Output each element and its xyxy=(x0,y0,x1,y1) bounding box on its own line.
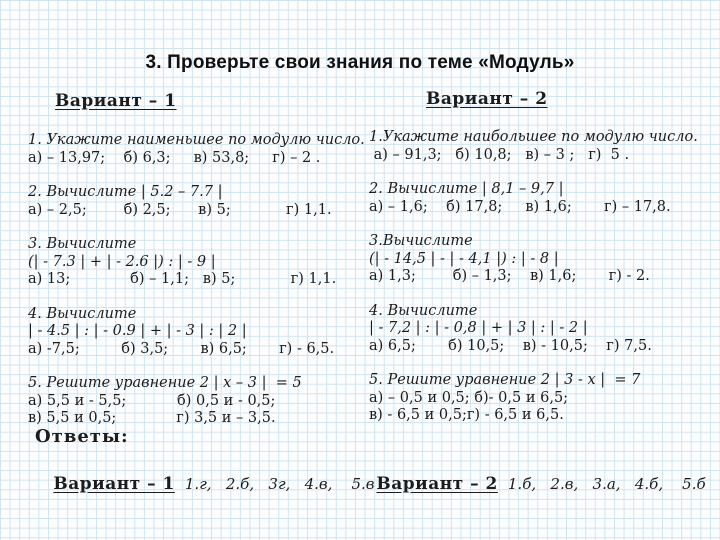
v1-problem-1-options: а) – 13,97; б) 6,3; в) 53,8; г) – 2 . xyxy=(28,149,321,166)
variant-1-answers-values: 1.г, 2.б, 3г, 4.в, 5.в xyxy=(184,475,375,493)
v2-problem-1-statement: 1.Укажите наибольшее по модулю число. xyxy=(369,129,698,145)
v2-problem-2 xyxy=(369,181,719,216)
v1-problem-1-statement: 1. Укажите наименьшее по модулю число. xyxy=(28,132,365,148)
v2-problem-3-options: а) 1,3; б) – 1,3; в) 1,6; г) - 2. xyxy=(369,268,650,284)
v2-problem-5-options-row1: а) – 0,5 и 0,5; б)- 0,5 и 6,5; xyxy=(369,389,569,406)
v2-problem-3-expression: (| - 14,5 | - | - 4,1 |) : | - 8 | xyxy=(369,250,559,267)
v1-problem-1 xyxy=(28,132,366,167)
v2-problem-3 xyxy=(369,233,719,286)
variant-2-answers-label: Вариант – 2 xyxy=(376,474,498,494)
v2-problem-4-statement: 4. Вычислите xyxy=(369,302,478,319)
variant-2-answers-values: 1.б, 2.в, 3.а, 4.б, 5.б xyxy=(507,475,706,493)
v1-problem-3-options: а) 13; б) – 1,1; в) 5; г) 1,1. xyxy=(28,271,337,287)
v2-problem-2-statement: 2. Вычислите | 8,1 – 9,7 | xyxy=(369,181,564,197)
variant-2-column xyxy=(369,129,719,442)
v2-problem-3-statement: 3.Вычислите xyxy=(369,233,473,249)
v1-problem-3-statement: 3. Вычислите xyxy=(28,236,137,252)
v2-problem-1-options: а) – 91,3; б) 10,8; в) – 3 ; г) 5 . xyxy=(369,146,630,163)
v1-problem-5-options-row1: а) 5,5 и - 5,5; б) 0,5 и - 0,5; xyxy=(28,392,276,409)
v2-problem-5-options-row2: в) - 6,5 и 0,5;г) - 6,5 и 6,5. xyxy=(369,407,564,423)
v1-problem-5-options-row2: в) 5,5 и 0,5; г) 3,5 и – 3,5. xyxy=(28,410,276,426)
v1-problem-4 xyxy=(28,306,366,359)
v1-problem-5-statement: 5. Решите уравнение 2 | x – 3 | = 5 xyxy=(28,375,302,391)
v1-problem-2 xyxy=(28,184,366,219)
v1-problem-3-expression: (| - 7.3 | + | - 2.6 |) : | - 9 | xyxy=(28,253,216,270)
slide-title: 3. Проверьте свои знания по теме «Модуль» xyxy=(145,52,575,73)
v1-problem-4-expression: | - 4.5 | : | - 0.9 | + | - 3 | : | 2 | xyxy=(28,323,247,339)
v1-problem-2-options: а) – 2,5; б) 2,5; в) 5; г) 1,1. xyxy=(28,201,332,218)
v2-problem-5 xyxy=(369,372,719,425)
v2-problem-2-options: а) – 1,6; б) 17,8; в) 1,6; г) – 17,8. xyxy=(369,198,671,215)
variant-1-header: Вариант – 1 xyxy=(55,91,177,111)
v2-problem-1 xyxy=(369,129,719,164)
v1-problem-3 xyxy=(28,236,366,289)
v1-problem-4-statement: 4. Вычислите xyxy=(28,305,137,322)
v1-problem-5 xyxy=(28,375,366,428)
v1-problem-4-options: а) -7,5; б) 3,5; в) 6,5; г) - 6,5. xyxy=(28,340,335,357)
variant-1-answers xyxy=(33,455,375,513)
v2-problem-4-expression: | - 7,2 | : | - 0,8 | + | 3 | : | - 2 | xyxy=(369,320,588,336)
v2-problem-4-options: а) 6,5; б) 10,5; в) - 10,5; г) 7,5. xyxy=(369,337,652,354)
v2-problem-4 xyxy=(369,303,719,356)
v1-problem-2-statement: 2. Вычислите | 5.2 – 7.7 | xyxy=(28,184,223,200)
variant-1-answers-label: Вариант – 1 xyxy=(53,474,175,494)
v2-problem-5-statement: 5. Решите уравнение 2 | 3 - x | = 7 xyxy=(369,372,641,388)
variant-2-header: Вариант – 2 xyxy=(426,89,548,109)
variant-2-answers xyxy=(356,455,706,513)
variant-1-column xyxy=(28,132,366,445)
answers-heading: Ответы: xyxy=(35,426,129,447)
